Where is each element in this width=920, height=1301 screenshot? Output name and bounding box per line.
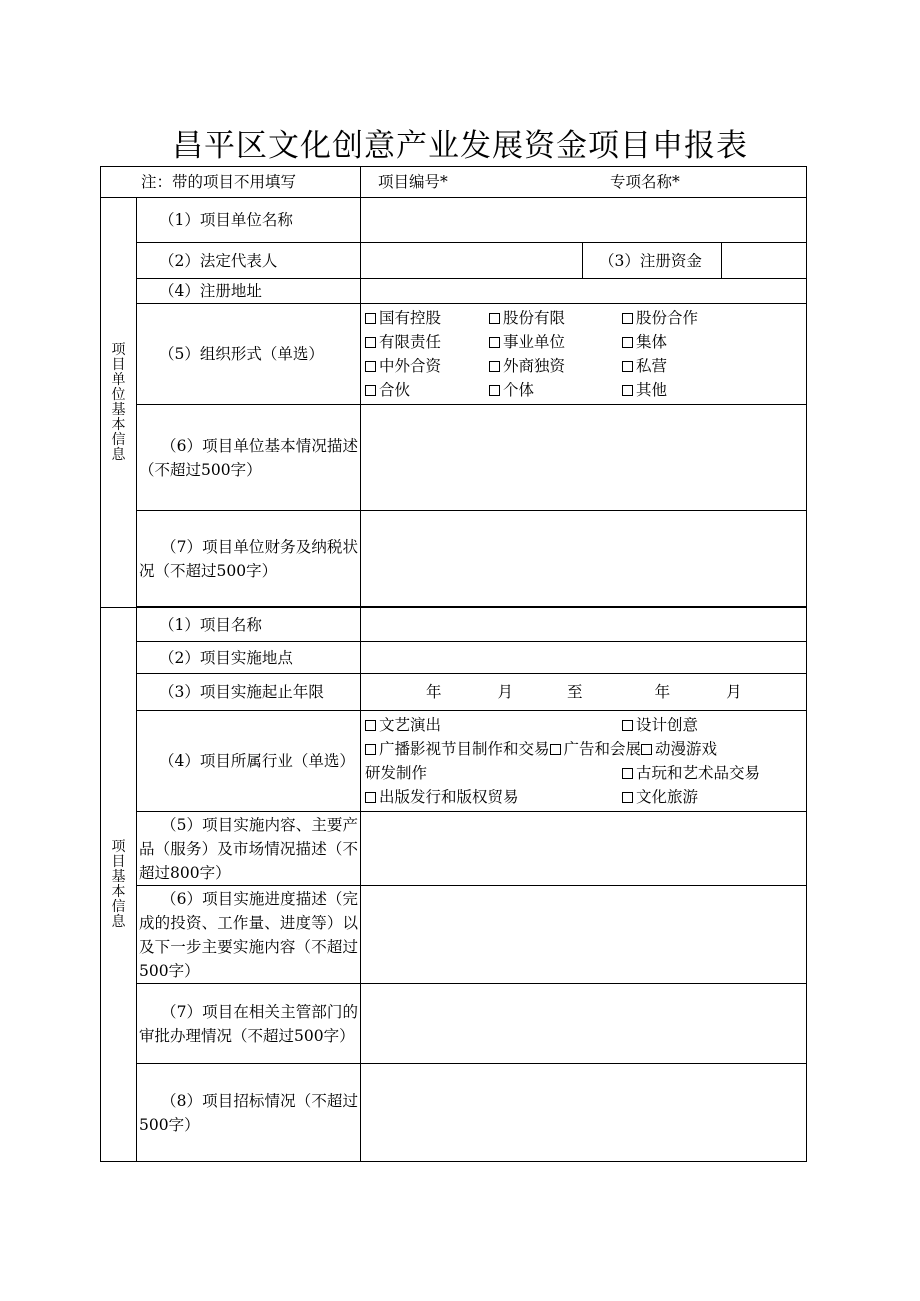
checkbox-icon[interactable] [489,361,500,372]
proj-location-label: （2）项目实施地点 [137,642,361,674]
org-option-row [365,354,802,378]
proj-location-field[interactable] [361,642,807,674]
org-option[interactable] [489,354,622,378]
org-option-row [365,378,802,402]
org-option-label: 股份合作 [636,309,699,327]
checkbox-icon[interactable] [622,792,633,803]
industry-option-antiques[interactable]: 古玩和艺术品交易 [622,761,760,785]
org-option[interactable] [622,378,667,402]
industry-option-publishing[interactable]: 出版发行和版权贸易 [365,785,622,809]
checkbox-icon[interactable] [622,337,633,348]
legal-rep-field[interactable] [361,243,583,279]
checkbox-icon[interactable] [622,361,633,372]
org-option[interactable] [622,354,667,378]
checkbox-icon[interactable] [622,768,633,779]
org-option[interactable] [365,306,489,330]
org-option[interactable] [622,306,698,330]
checkbox-icon[interactable] [365,720,376,731]
unit-finance-desc-field[interactable] [361,511,807,607]
checkbox-icon[interactable] [489,385,500,396]
org-option-label: 股份有限 [503,309,566,327]
unit-name-field[interactable] [361,198,807,243]
bidding-desc-field[interactable] [361,1064,807,1162]
industry-options [361,711,807,812]
section-unit-info: 项目单位基本信息 [101,198,137,608]
bidding-desc-label: （8）项目招标情况（不超过500字） [137,1064,361,1162]
proj-name-label: （1）项目名称 [137,608,361,642]
special-name-label: 专项名称* [610,173,680,191]
org-option[interactable] [365,354,489,378]
checkbox-icon[interactable] [365,313,376,324]
end-year-label: 年 [654,683,671,701]
org-option-row [365,330,802,354]
org-option-label: 中外合资 [379,357,442,375]
unit-basic-desc-label: （6）项目单位基本情况描述（不超过500字） [137,405,361,511]
proj-name-field[interactable] [361,608,807,642]
note-text: 注：带的项目不用填写 [141,173,297,191]
header-row [101,167,807,198]
org-option-label: 外商独资 [503,357,566,375]
start-year-label: 年 [426,683,442,701]
checkbox-icon[interactable] [622,385,633,396]
org-option[interactable] [489,330,622,354]
checkbox-icon[interactable] [489,337,500,348]
application-form [100,166,807,1162]
approval-desc-field[interactable] [361,984,807,1064]
checkbox-icon[interactable] [365,385,376,396]
proj-period-label: （3）项目实施起止年限 [137,674,361,711]
progress-desc-field[interactable] [361,886,807,984]
org-option-label: 私营 [636,357,668,375]
section-project-info: 项目基本信息 [101,608,137,1162]
content-desc-label: （5）项目实施内容、主要产品（服务）及市场情况描述（不超过800字） [137,812,361,886]
checkbox-icon[interactable] [365,792,376,803]
industry-option-broadcast[interactable]: 广播影视节目制作和交易 [365,737,550,761]
org-option-label: 个体 [503,381,535,399]
org-option-label: 其他 [636,381,668,399]
to-label: 至 [567,683,583,701]
content-desc-field[interactable] [361,812,807,886]
industry-option-tourism[interactable]: 文化旅游 [622,785,698,809]
note-cell [101,167,361,198]
industry-option-performance[interactable]: 文艺演出 [365,713,622,737]
industry-label: （4）项目所属行业（单选） [137,711,361,812]
industry-option-animation-cont: 研发制作 [365,764,428,782]
org-option-label: 集体 [636,333,668,351]
checkbox-icon[interactable] [641,744,652,755]
project-no-label: 项目编号* [378,173,448,191]
header-fields [361,167,807,198]
industry-option-advertising[interactable]: 广告和会展 [550,737,642,761]
org-option-label: 有限责任 [379,333,442,351]
start-month-label: 月 [497,683,514,701]
org-option[interactable] [489,378,622,402]
checkbox-icon[interactable] [622,313,633,324]
org-option[interactable] [365,330,489,354]
org-option-label: 事业单位 [503,333,566,351]
checkbox-icon[interactable] [622,720,633,731]
org-option[interactable] [365,378,489,402]
checkbox-icon[interactable] [489,313,500,324]
legal-rep-label: （2）法定代表人 [137,243,361,279]
org-option-label: 合伙 [379,381,411,399]
industry-option-animation[interactable]: 动漫游戏 [641,737,717,761]
reg-capital-label: （3）注册资金 [583,243,722,279]
reg-capital-field[interactable] [722,243,807,279]
checkbox-icon[interactable] [550,744,561,755]
reg-address-label: （4）注册地址 [137,279,361,304]
form-title: 昌平区文化创意产业发展资金项目申报表 [172,128,748,164]
reg-address-field[interactable] [361,279,807,304]
org-option[interactable] [489,306,622,330]
end-month-label: 月 [726,683,742,701]
org-option-row [365,306,802,330]
progress-desc-label: （6）项目实施进度描述（完成的投资、工作量、进度等）以及下一步主要实施内容（不超过500字） [137,886,361,984]
org-option[interactable] [622,330,667,354]
proj-period-field[interactable] [361,674,807,711]
org-option-label: 国有控股 [379,309,442,327]
checkbox-icon[interactable] [365,744,376,755]
industry-option-design[interactable]: 设计创意 [622,713,698,737]
approval-desc-label: （7）项目在相关主管部门的审批办理情况（不超过500字） [137,984,361,1064]
unit-finance-desc-label: （7）项目单位财务及纳税状况（不超过500字） [137,511,361,607]
org-form-label: （5）组织形式（单选） [137,304,361,405]
checkbox-icon[interactable] [365,337,376,348]
org-form-options [361,304,807,405]
unit-basic-desc-field[interactable] [361,405,807,511]
unit-name-label: （1）项目单位名称 [137,198,361,243]
checkbox-icon[interactable] [365,361,376,372]
